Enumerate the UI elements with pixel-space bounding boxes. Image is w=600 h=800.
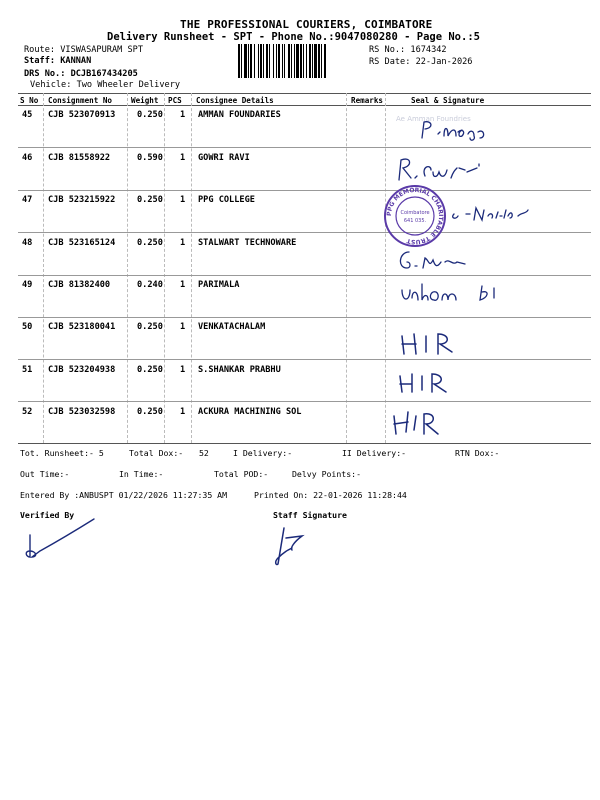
company-title: THE PROFESSIONAL COURIERS, COIMBATORE xyxy=(180,18,433,31)
total-dox-value: 52 xyxy=(199,448,209,458)
row-divider xyxy=(18,190,591,191)
entered-by: Entered By :ANBUSPT 01/22/2026 11:27:35 AM xyxy=(20,490,228,500)
col-weight: Weight xyxy=(131,96,159,105)
row-sno: 45 xyxy=(22,110,33,120)
svg-text:Coimbatore: Coimbatore xyxy=(400,210,430,216)
row-divider xyxy=(18,317,591,318)
printed-on: Printed On: 22-01-2026 11:28:44 xyxy=(254,490,407,500)
i-delivery: I Delivery:- xyxy=(233,448,293,458)
row-weight: 0.240 xyxy=(137,280,163,290)
vehicle-label: Vehicle: Two Wheeler Delivery xyxy=(30,80,181,90)
rs-number: RS No.: 1674342 xyxy=(369,45,447,55)
row-sno: 49 xyxy=(22,280,33,290)
col-remarks: Remarks xyxy=(351,96,384,105)
row-consignment: CJB 523070913 xyxy=(48,110,116,120)
col-divider xyxy=(127,93,128,443)
signature-row-52 xyxy=(390,406,460,436)
signature-row-50 xyxy=(398,328,468,356)
ii-delivery: II Delivery:- xyxy=(342,448,407,458)
row-pcs: 1 xyxy=(180,407,186,417)
drs-label: DRS No.: DCJB167434205 xyxy=(24,69,138,79)
route-label: Route: VISWASAPURAM SPT xyxy=(24,45,143,55)
svg-text:Ae Amman Foundries: Ae Amman Foundries xyxy=(396,115,471,123)
col-divider xyxy=(164,93,165,443)
row-sno: 47 xyxy=(22,195,33,205)
row-sno: 52 xyxy=(22,407,33,417)
row-sno: 48 xyxy=(22,238,33,248)
row-sno: 51 xyxy=(22,365,33,375)
org-seal-stamp xyxy=(381,182,449,250)
svg-text:PPG MEMORIAL CHARITABLE TRUST xyxy=(386,187,444,245)
row-consignment: CJB 523032598 xyxy=(48,407,116,417)
col-consignee: Consignee Details xyxy=(196,96,274,105)
row-consignee: S.SHANKAR PRABHU xyxy=(198,365,281,375)
col-seal-signature: Seal & Signature xyxy=(411,96,485,105)
row-weight: 0.250 xyxy=(137,407,163,417)
row-divider xyxy=(18,147,591,148)
row-pcs: 1 xyxy=(180,238,186,248)
out-time: Out Time:- xyxy=(20,469,70,479)
row-weight: 0.250 xyxy=(137,322,163,332)
signature-row-49 xyxy=(398,280,508,306)
signature-row-47 xyxy=(448,200,548,224)
rs-date: RS Date: 22-Jan-2026 xyxy=(369,57,473,67)
table-bottom-rule xyxy=(18,443,591,444)
row-consignee: PARIMALA xyxy=(198,280,240,290)
signature-row-48 xyxy=(395,246,475,272)
row-weight: 0.250 xyxy=(137,238,163,248)
row-consignment: CJB 523180041 xyxy=(48,322,116,332)
col-sno: S No xyxy=(20,96,39,105)
row-consignment: CJB 523204938 xyxy=(48,365,116,375)
col-consignment: Consignment No xyxy=(48,96,113,105)
staff-signature-label: Staff Signature xyxy=(273,510,347,520)
row-consignee: VENKATACHALAM xyxy=(198,322,266,332)
row-consignee: STALWART TECHNOWARE xyxy=(198,238,297,248)
table-top-rule xyxy=(18,93,591,94)
in-time: In Time:- xyxy=(119,469,164,479)
rtn-dox: RTN Dox:- xyxy=(455,448,500,458)
verified-by-label: Verified By xyxy=(20,510,75,520)
row-pcs: 1 xyxy=(180,322,186,332)
tot-runsheet: Tot. Runsheet:- 5 xyxy=(20,448,104,458)
signature-row-45 xyxy=(392,112,532,144)
row-pcs: 1 xyxy=(180,153,186,163)
row-divider xyxy=(18,401,591,402)
row-consignee: GOWRI RAVI xyxy=(198,153,250,163)
delvy-points: Delvy Points:- xyxy=(292,469,362,479)
row-sno: 46 xyxy=(22,153,33,163)
row-consignment: CJB 81382400 xyxy=(48,280,111,290)
staff-signature xyxy=(268,522,318,568)
staff-label: Staff: KANNAN xyxy=(24,56,92,66)
col-divider xyxy=(385,93,386,443)
row-pcs: 1 xyxy=(180,365,186,375)
row-pcs: 1 xyxy=(180,110,186,120)
row-weight: 0.250 xyxy=(137,110,163,120)
row-consignment: CJB 523215922 xyxy=(48,195,116,205)
runsheet-subtitle: Delivery Runsheet - SPT - Phone No.:9047080280 - Page No.:5 xyxy=(107,31,480,43)
signature-row-51 xyxy=(396,368,466,394)
verifier-signature xyxy=(18,515,98,565)
row-pcs: 1 xyxy=(180,280,186,290)
row-consignee: AMMAN FOUNDARIES xyxy=(198,110,281,120)
barcode xyxy=(238,44,364,78)
row-divider xyxy=(18,232,591,233)
row-consignee: PPG COLLEGE xyxy=(198,195,255,205)
row-divider xyxy=(18,359,591,360)
row-consignee: ACKURA MACHINING SOL xyxy=(198,407,302,417)
total-pod: Total POD:- xyxy=(214,469,269,479)
stamp-ring-text: PPG MEMORIAL CHARITABLE TRUST xyxy=(385,186,445,246)
table-header-rule xyxy=(18,105,591,106)
col-divider xyxy=(346,93,347,443)
col-divider xyxy=(191,93,192,443)
svg-text:641 035.: 641 035. xyxy=(403,218,427,224)
row-pcs: 1 xyxy=(180,195,186,205)
col-pcs: PCS xyxy=(168,96,182,105)
row-consignment: CJB 523165124 xyxy=(48,238,116,248)
col-divider xyxy=(43,93,44,443)
row-sno: 50 xyxy=(22,322,33,332)
signature-row-46 xyxy=(395,154,505,184)
total-dox-label: Total Dox:- xyxy=(129,448,184,458)
row-divider xyxy=(18,275,591,276)
row-weight: 0.250 xyxy=(137,365,163,375)
row-consignment: CJB 81558922 xyxy=(48,153,111,163)
row-weight: 0.250 xyxy=(137,195,163,205)
row-weight: 0.590 xyxy=(137,153,163,163)
